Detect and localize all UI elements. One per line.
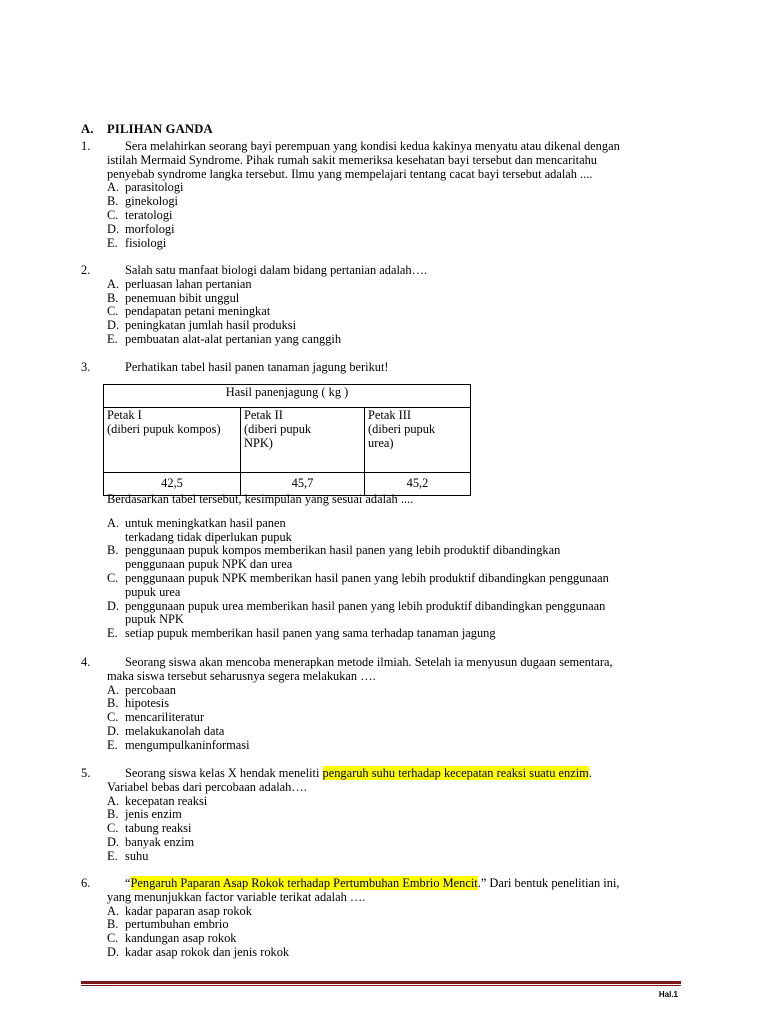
option-c[interactable]: C. pendapatan petani meningkat	[107, 304, 271, 319]
option-e[interactable]: E. fisiologi	[107, 235, 167, 250]
table-header-petak-1: Petak I (diberi pupuk kompos)	[104, 408, 241, 473]
option-a[interactable]: A. untuk meningkatkan hasil panen terkadang tidak diperlukan pupuk	[107, 515, 292, 544]
question-stem-suffix: .	[588, 766, 592, 780]
option-a[interactable]: A. percobaan	[107, 682, 176, 697]
section-letter: A.	[81, 122, 94, 136]
option-d[interactable]: D. kadar asap rokok dan jenis rokok	[107, 944, 290, 959]
question-5	[81, 767, 681, 864]
option-e[interactable]: E. suhu	[107, 848, 149, 863]
section-title: PILIHAN GANDA	[107, 122, 213, 136]
option-c[interactable]: C. tabung reaksi	[107, 821, 192, 836]
option-a[interactable]: A. parasitologi	[107, 180, 184, 195]
question-1	[81, 140, 681, 250]
question-stem-prefix: “	[125, 876, 131, 890]
option-c[interactable]: C. penggunaan pupuk NPK memberikan hasil panen yang lebih produktif dibandingkan penggunaan pupuk urea	[107, 570, 609, 599]
table-header-petak-2: Petak II (diberi pupuk NPK)	[241, 408, 365, 473]
question-stem-line: Sera melahirkan seorang bayi perempuan yang kondisi kedua kakinya menyatu atau dikenal dengan	[125, 139, 620, 153]
question-3-continued	[81, 493, 681, 641]
option-b[interactable]: B. hipotesis	[107, 696, 170, 711]
section-heading	[81, 123, 213, 137]
question-stem-line: Salah satu manfaat biologi dalam bidang pertanian adalah….	[125, 263, 428, 277]
option-a[interactable]: A. kadar paparan asap rokok	[107, 903, 252, 918]
question-number: 5.	[81, 766, 91, 780]
table-header-petak-3: Petak III (diberi pupuk urea)	[365, 408, 471, 473]
question-number: 2.	[81, 263, 91, 277]
question-6	[81, 877, 681, 960]
question-stem-suffix: .” Dari bentuk penelitian ini,	[477, 876, 620, 890]
question-stem-line: istilah Mermaid Syndrome. Pihak rumah sakit memeriksa kesehatan bayi tersebut dan mencaritahu	[107, 152, 597, 167]
option-b[interactable]: B. jenis enzim	[107, 807, 182, 822]
question-stem-line: Variabel bebas dari percobaan adalah….	[107, 779, 307, 794]
highlighted-text: Pengaruh Paparan Asap Rokok terhadap Pertumbuhan Embrio Mencit	[130, 876, 478, 890]
question-number: 1.	[81, 139, 91, 153]
question-stem-line: Seorang siswa akan mencoba menerapkan metode ilmiah. Setelah ia menyusun dugaan sementara,	[125, 655, 613, 669]
option-list	[81, 795, 681, 864]
option-list	[81, 181, 681, 250]
table-cell-value: 45,2	[365, 473, 471, 496]
question-number: 6.	[81, 876, 91, 890]
option-list	[81, 278, 681, 347]
option-a[interactable]: A. perluasan lahan pertanian	[107, 276, 252, 291]
highlighted-text: pengaruh suhu terhadap kecepatan reaksi suatu enzim	[322, 766, 589, 780]
footer-rule-thin	[81, 985, 681, 986]
option-e[interactable]: E. pembuatan alat-alat pertanian yang canggih	[107, 331, 342, 346]
option-d[interactable]: D. banyak enzim	[107, 834, 195, 849]
option-e[interactable]: E. mengumpulkaninformasi	[107, 737, 250, 752]
question-stem-line: maka siswa tersebut seharusnya segera melakukan ….	[107, 668, 376, 683]
option-c[interactable]: C. teratologi	[107, 207, 173, 222]
question-stem-line: yang menunjukkan factor variable terikat adalah ….	[107, 889, 366, 904]
question-stem-prefix: Seorang siswa kelas X hendak meneliti	[125, 766, 323, 780]
option-e[interactable]: E. setiap pupuk memberikan hasil panen yang sama terhadap tanaman jagung	[107, 626, 496, 641]
option-b[interactable]: B. ginekologi	[107, 194, 178, 209]
harvest-table	[103, 384, 471, 496]
page-number: Hal.1	[658, 990, 678, 999]
question-stem-line: penyebab syndrome langka tersebut. Ilmu yang mempelajari tentang cacat bayi tersebut adalah ....	[107, 166, 593, 181]
option-list	[81, 684, 681, 753]
table-cell-value: 45,7	[241, 473, 365, 496]
option-c[interactable]: C. kandungan asap rokok	[107, 931, 237, 946]
option-c[interactable]: C. mencariliteratur	[107, 710, 205, 725]
question-number: 3.	[81, 360, 91, 374]
question-number: 4.	[81, 655, 91, 669]
option-b[interactable]: B. penemuan bibit unggul	[107, 290, 240, 305]
question-stem-line: Perhatikan tabel hasil panen tanaman jagung berikut!	[125, 360, 389, 374]
option-d[interactable]: D. morfologi	[107, 221, 175, 236]
question-followup: Berdasarkan tabel tersebut, kesimpulan yang sesuai adalah ....	[107, 492, 414, 506]
table-cell-value: 42,5	[104, 473, 241, 496]
option-list	[81, 517, 681, 641]
option-list	[81, 905, 681, 960]
option-b[interactable]: B. penggunaan pupuk kompos memberikan hasil panen yang lebih produktif dibandingkan penggunaan pupuk NPK dan urea	[107, 543, 561, 572]
question-3	[81, 361, 681, 375]
option-b[interactable]: B. pertumbuhan embrio	[107, 917, 229, 932]
question-2	[81, 264, 681, 347]
table-title: Hasil panenjagung ( kg )	[104, 385, 471, 408]
footer-rule	[81, 981, 681, 984]
option-d[interactable]: D. melakukanolah data	[107, 723, 225, 738]
option-d[interactable]: D. penggunaan pupuk urea memberikan hasil panen yang lebih produktif dibandingkan penggunaan pupuk NPK	[107, 598, 606, 627]
option-d[interactable]: D. peningkatan jumlah hasil produksi	[107, 318, 297, 333]
option-a[interactable]: A. kecepatan reaksi	[107, 793, 208, 808]
question-4	[81, 656, 681, 753]
